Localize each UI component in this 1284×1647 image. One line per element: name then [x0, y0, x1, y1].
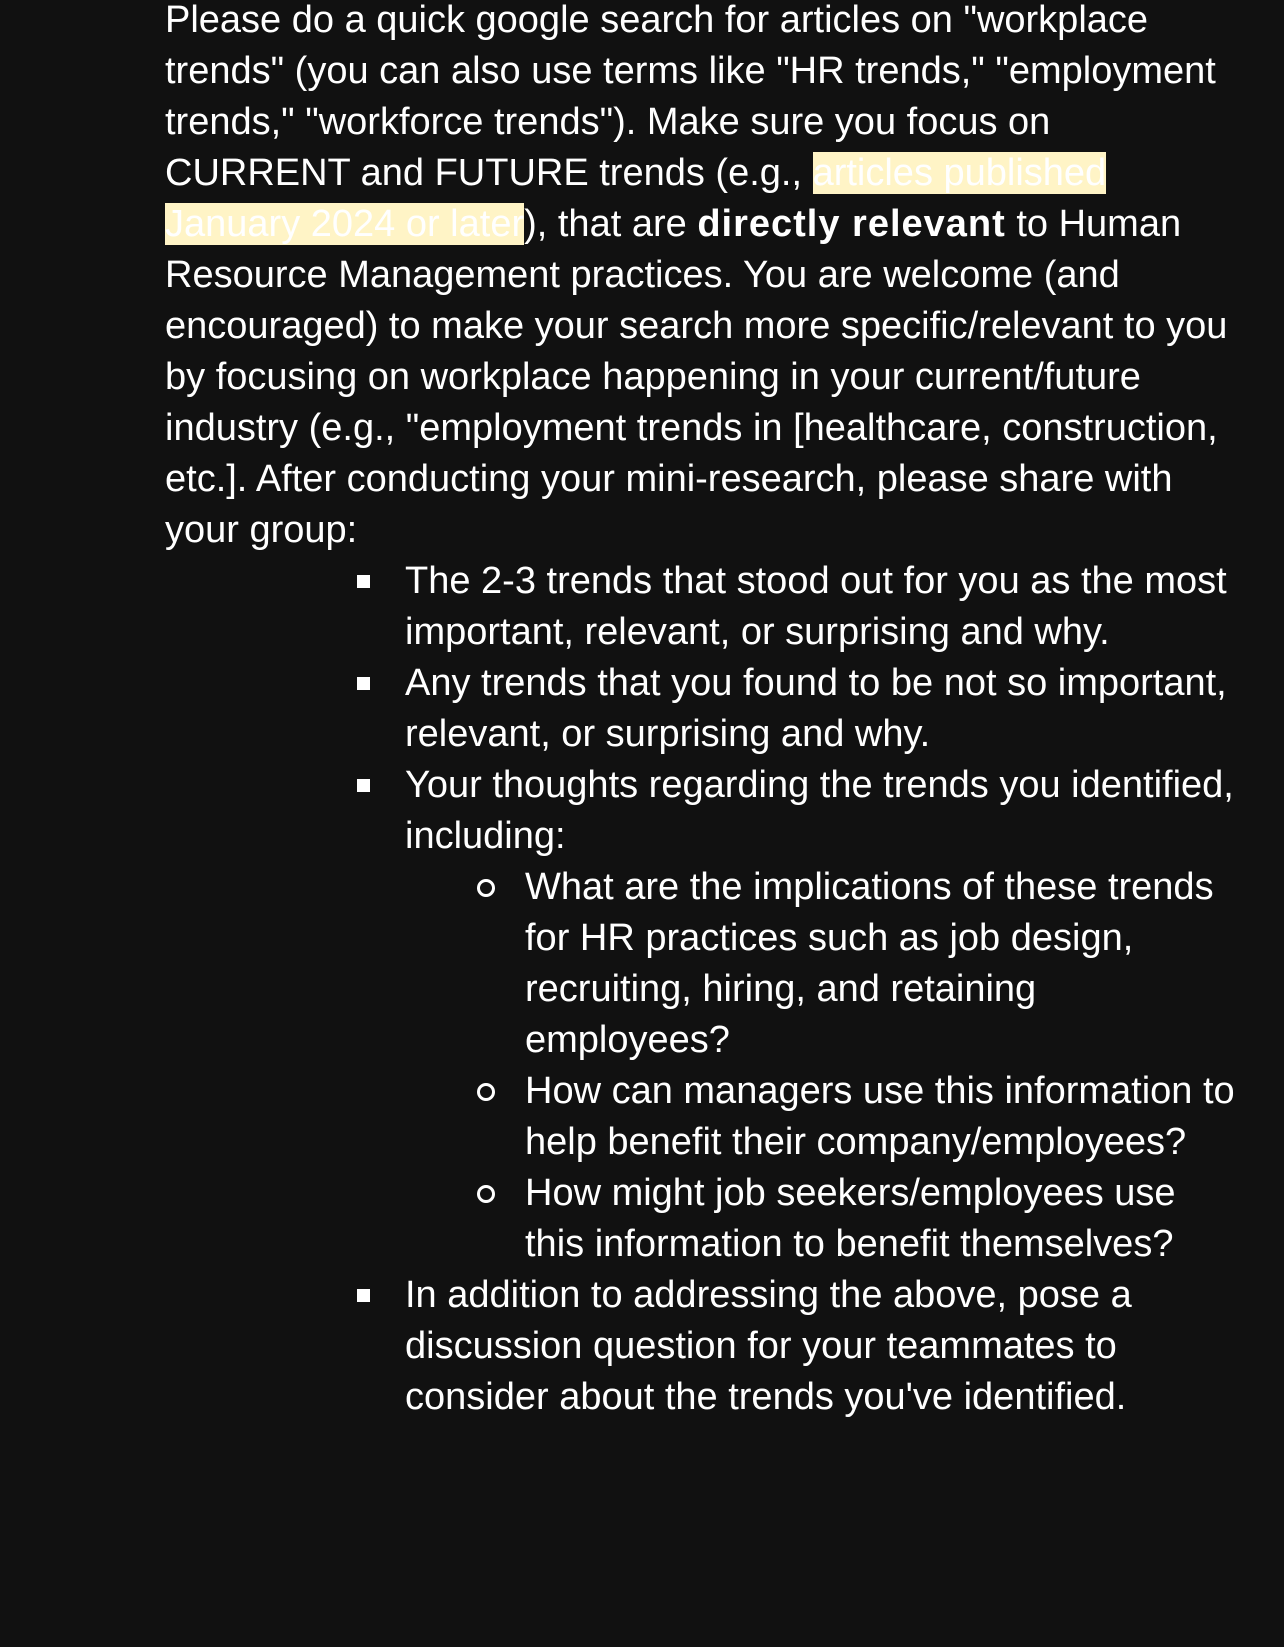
square-bullet-icon [357, 779, 370, 792]
list-item [405, 760, 1240, 1270]
list-item [405, 658, 1240, 760]
sub-list-item-text: How might job seekers/employees use this information to benefit themselves? [525, 1172, 1176, 1265]
square-bullet-icon [357, 1289, 370, 1302]
intro-text-3: to Human Resource Management practices. You are welcome (and encouraged) to make your search more specific/relevant to you by focusing on workplace happening in your current/future industry (e.g., "employment trends in [healthcare, construction, etc.]. After conducting your mini-research, please share with your group: [165, 203, 1228, 551]
list-item-text: The 2-3 trends that stood out for you as the most important, relevant, or surprising and why. [405, 560, 1227, 653]
list-item [405, 556, 1240, 658]
bold-emphasis: directly relevant [697, 203, 1006, 245]
sub-list-item [525, 1066, 1240, 1168]
circle-bullet-icon [477, 1083, 495, 1101]
sub-list [405, 862, 1240, 1270]
square-bullet-icon [357, 575, 370, 588]
list-item-text: Your thoughts regarding the trends you identified, including: [405, 764, 1234, 857]
list-item-text: Any trends that you found to be not so important, relevant, or surprising and why. [405, 662, 1227, 755]
list-item-text: In addition to addressing the above, pose a discussion question for your teammates to consider about the trends you've identified. [405, 1274, 1132, 1418]
intro-text-2: ), that are [524, 203, 698, 245]
circle-bullet-icon [477, 1185, 495, 1203]
sub-list-item [525, 1168, 1240, 1270]
share-list [165, 556, 1240, 1423]
sub-list-item-text: How can managers use this information to help benefit their company/employees? [525, 1070, 1235, 1163]
list-item [405, 1270, 1240, 1423]
sub-list-item-text: What are the implications of these trends for HR practices such as job design, recruiting, hiring, and retaining employees? [525, 866, 1214, 1061]
highlighted-date-requirement: articles published January 2024 or later [165, 152, 1107, 245]
square-bullet-icon [357, 677, 370, 690]
intro-text-1: Please do a quick google search for articles on "workplace trends" (you can also use terms like "HR trends," "employment trends," "workforce trends"). Make sure you focus on CURRENT and FUTURE trends (e.g., [165, 0, 1216, 194]
circle-bullet-icon [477, 879, 495, 897]
intro-paragraph [165, 0, 1240, 556]
sub-list-item [525, 862, 1240, 1066]
assignment-instructions [165, 0, 1240, 1423]
